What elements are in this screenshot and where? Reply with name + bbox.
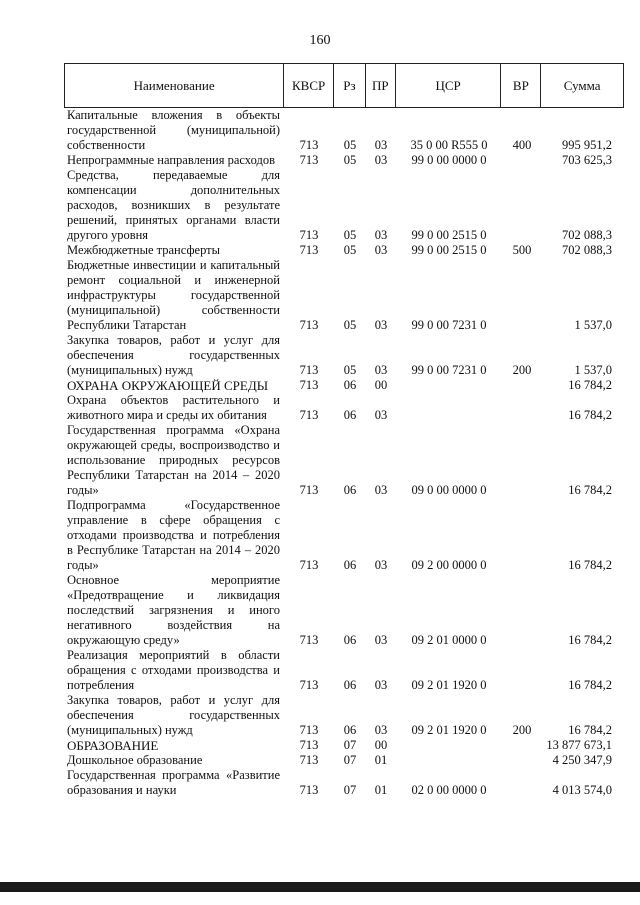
header-csr: ЦСР — [396, 64, 502, 107]
row-csr: 35 0 00 R555 0 — [410, 138, 488, 152]
row-name: ОБРАЗОВАНИЕ — [67, 738, 159, 753]
row-rz: 05 — [343, 318, 357, 332]
row-sum: 703 625,3 — [562, 153, 612, 167]
header-name: Наименование — [65, 64, 284, 107]
table-row — [64, 753, 624, 768]
row-rz: 06 — [343, 633, 357, 647]
row-vr — [502, 738, 542, 753]
row-kvsr: 713 — [299, 753, 319, 767]
row-kvsr: 713 — [299, 363, 319, 377]
row-csr: 99 0 00 2515 0 — [411, 228, 487, 242]
row-vr: 200 — [512, 363, 532, 377]
row-vr — [502, 498, 542, 573]
row-name: Закупка товаров, работ и услуг для обеспечения государственных (муниципальных) нужд — [67, 693, 280, 737]
row-vr — [502, 378, 542, 393]
row-csr — [396, 738, 502, 753]
table-row — [64, 423, 624, 498]
row-pr: 03 — [374, 633, 388, 647]
row-sum: 4 250 347,9 — [552, 753, 612, 767]
row-sum: 13 877 673,1 — [546, 738, 612, 752]
table-row — [64, 168, 624, 243]
row-name: Бюджетные инвестиции и капитальный ремонт социальной и инженерной инфраструктуры государственной (муниципальной) собственности Республики Татарстан — [67, 258, 280, 332]
row-sum: 16 784,2 — [568, 408, 612, 422]
row-csr: 99 0 00 7231 0 — [411, 363, 487, 377]
row-rz: 06 — [343, 558, 357, 572]
row-kvsr: 713 — [299, 318, 319, 332]
row-pr: 03 — [374, 228, 388, 242]
row-pr: 03 — [374, 318, 388, 332]
row-kvsr: 713 — [299, 153, 319, 167]
row-csr: 09 2 01 0000 0 — [411, 633, 487, 647]
row-sum: 16 784,2 — [568, 678, 612, 692]
row-kvsr: 713 — [299, 138, 319, 152]
row-pr: 03 — [374, 243, 388, 257]
row-vr: 200 — [512, 723, 532, 737]
row-rz: 05 — [343, 153, 357, 167]
row-name: Закупка товаров, работ и услуг для обеспечения государственных (муниципальных) нужд — [67, 333, 280, 377]
row-name: Государственная программа «Охрана окружающей среды, воспроизводство и использование природных ресурсов Республики Татарстан на 2014 – 2020 годы» — [67, 423, 280, 497]
row-rz: 06 — [343, 483, 357, 497]
row-vr — [502, 168, 542, 243]
row-kvsr: 713 — [299, 483, 319, 497]
row-rz: 06 — [343, 723, 357, 737]
row-name: Средства, передаваемые для компенсации дополнительных расходов, возникших в результате решений, принятых органами власти другого уровня — [67, 168, 280, 242]
row-pr: 01 — [374, 753, 388, 767]
row-sum: 4 013 574,0 — [552, 783, 612, 797]
table-row — [64, 258, 624, 333]
row-name: Государственная программа «Развитие образования и науки — [67, 768, 280, 797]
row-csr: 99 0 00 2515 0 — [411, 243, 487, 257]
row-vr — [502, 753, 542, 768]
row-rz: 05 — [343, 138, 357, 152]
row-kvsr: 713 — [299, 558, 319, 572]
row-name: Дошкольное образование — [67, 753, 203, 767]
row-kvsr: 713 — [299, 738, 319, 752]
row-rz: 05 — [343, 243, 357, 257]
table-row — [64, 573, 624, 648]
row-name: Капитальные вложения в объекты государственной (муниципальной) собственности — [67, 108, 280, 152]
header-rz: Рз — [334, 64, 366, 107]
row-rz: 07 — [343, 753, 357, 767]
row-rz: 07 — [343, 738, 357, 752]
table-row — [64, 648, 624, 693]
row-csr: 09 2 00 0000 0 — [411, 558, 487, 572]
table-row — [64, 378, 624, 393]
row-vr — [502, 258, 542, 333]
row-sum: 16 784,2 — [568, 633, 612, 647]
row-pr: 03 — [374, 678, 388, 692]
row-rz: 06 — [343, 378, 357, 392]
row-name: Охрана объектов растительного и животного мира и среды их обитания — [67, 393, 280, 422]
row-rz: 06 — [343, 678, 357, 692]
row-sum: 702 088,3 — [562, 228, 612, 242]
row-rz: 06 — [343, 408, 357, 422]
row-vr — [502, 153, 542, 168]
row-kvsr: 713 — [299, 633, 319, 647]
row-pr: 03 — [374, 483, 388, 497]
row-sum: 16 784,2 — [568, 558, 612, 572]
row-csr: 09 0 00 0000 0 — [411, 483, 487, 497]
table-header — [64, 63, 624, 108]
row-vr — [502, 393, 542, 423]
row-csr: 09 2 01 1920 0 — [411, 723, 487, 737]
row-pr: 00 — [374, 378, 388, 392]
page-number: 160 — [309, 33, 331, 48]
table-row — [64, 108, 624, 153]
row-name: ОХРАНА ОКРУЖАЮЩЕЙ СРЕДЫ — [67, 378, 269, 393]
row-kvsr: 713 — [299, 378, 319, 392]
table-row — [64, 738, 624, 753]
row-sum: 995 951,2 — [562, 138, 612, 152]
row-kvsr: 713 — [299, 678, 319, 692]
row-rz: 07 — [343, 783, 357, 797]
row-rz: 05 — [343, 363, 357, 377]
row-csr: 99 0 00 7231 0 — [411, 318, 487, 332]
row-pr: 00 — [374, 738, 388, 752]
row-csr — [396, 393, 502, 423]
row-pr: 03 — [374, 558, 388, 572]
table-row — [64, 243, 624, 258]
header-vr: ВР — [501, 64, 541, 107]
row-sum: 16 784,2 — [568, 483, 612, 497]
row-pr: 01 — [374, 783, 388, 797]
row-sum: 1 537,0 — [574, 363, 612, 377]
row-kvsr: 713 — [299, 783, 319, 797]
row-pr: 03 — [374, 138, 388, 152]
row-sum: 702 088,3 — [562, 243, 612, 257]
row-name: Межбюджетные трансферты — [67, 243, 221, 257]
header-sum: Сумма — [563, 77, 601, 93]
row-pr: 03 — [374, 723, 388, 737]
row-csr: 09 2 01 1920 0 — [411, 678, 487, 692]
row-name: Реализация мероприятий в области обращения с отходами производства и потребления — [67, 648, 280, 692]
row-vr — [502, 768, 542, 798]
row-name: Непрограммные направления расходов — [67, 153, 275, 167]
row-vr — [502, 423, 542, 498]
table-row — [64, 768, 624, 798]
row-vr — [502, 648, 542, 693]
row-csr: 99 0 00 0000 0 — [411, 153, 487, 167]
table-row — [64, 498, 624, 573]
row-name: Подпрограмма «Государственное управление в сфере обращения с отходами производства и потребления в Республике Татарстан на 2014 – 2020 годы» — [67, 498, 280, 572]
row-sum: 1 537,0 — [574, 318, 612, 332]
row-kvsr: 713 — [299, 723, 319, 737]
header-kvsr: КВСР — [284, 64, 334, 107]
table-row — [64, 693, 624, 738]
table-row — [64, 153, 624, 168]
row-kvsr: 713 — [299, 243, 319, 257]
header-pr: ПР — [366, 64, 396, 107]
row-sum: 16 784,2 — [568, 378, 612, 392]
row-csr: 02 0 00 0000 0 — [411, 783, 487, 797]
row-kvsr: 713 — [299, 228, 319, 242]
row-pr: 03 — [374, 363, 388, 377]
table-row — [64, 393, 624, 423]
table-body — [64, 108, 624, 798]
row-pr: 03 — [374, 408, 388, 422]
row-csr — [396, 378, 502, 393]
row-csr — [396, 753, 502, 768]
row-pr: 03 — [374, 153, 388, 167]
row-rz: 05 — [343, 228, 357, 242]
row-kvsr: 713 — [299, 408, 319, 422]
scan-edge — [0, 882, 640, 892]
row-vr: 400 — [512, 138, 532, 152]
row-sum: 16 784,2 — [568, 723, 612, 737]
row-name: Основное мероприятие «Предотвращение и ликвидация последствий загрязнения и иного негативного воздействия на окружающую среду» — [67, 573, 280, 647]
table-row — [64, 333, 624, 378]
row-vr: 500 — [512, 243, 532, 257]
row-vr — [502, 573, 542, 648]
